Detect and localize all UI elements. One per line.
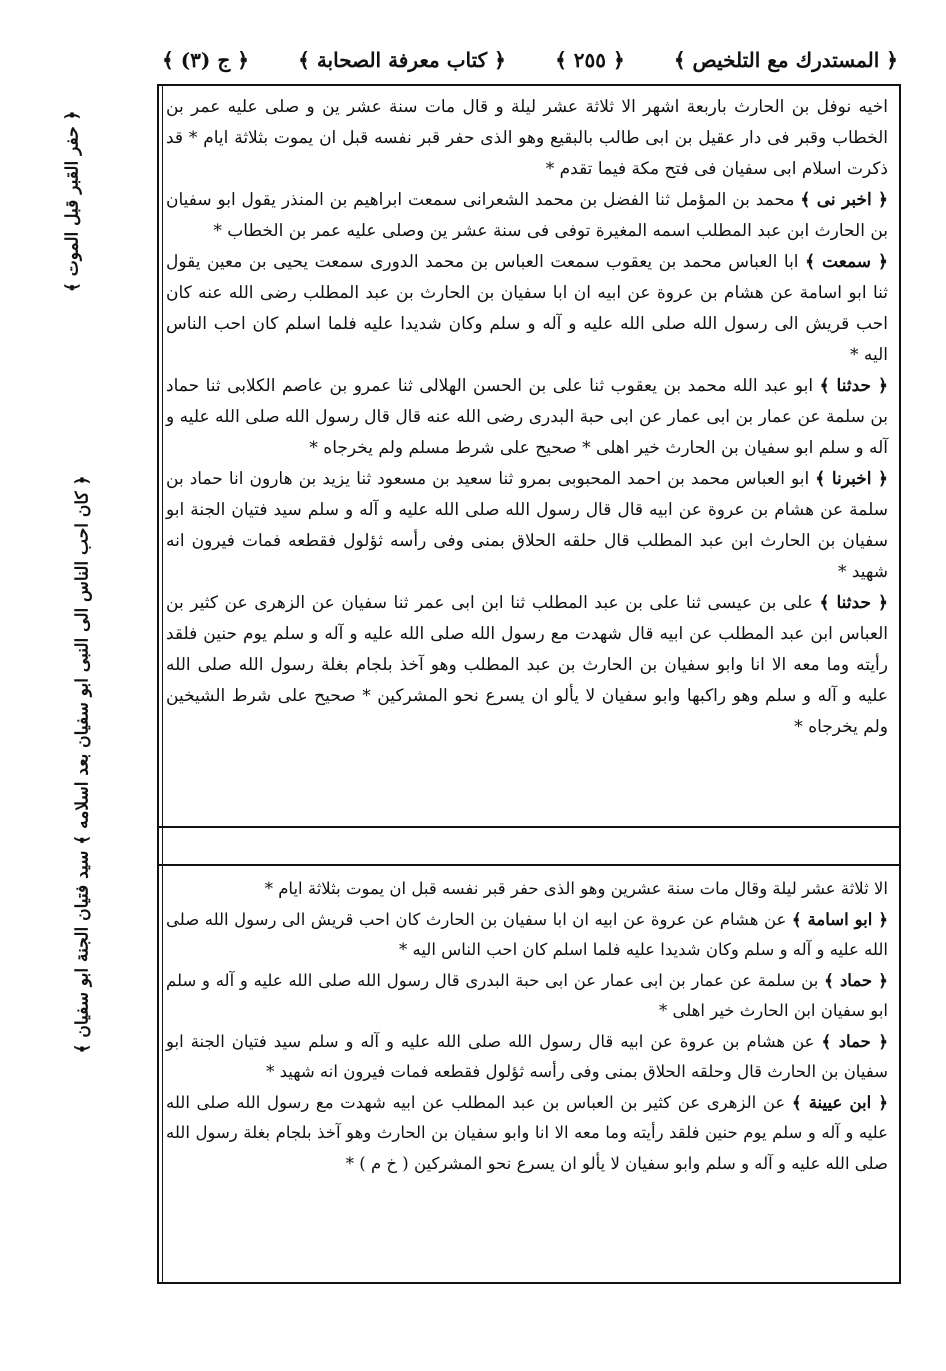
paragraph-lead: ﴿ حماد ﴾	[824, 970, 888, 990]
paragraph-lead: ﴿ حدثنا ﴾	[819, 593, 889, 613]
main-paragraph	[166, 371, 888, 464]
main-text	[166, 92, 888, 822]
paragraph-lead: ﴿ حماد ﴾	[821, 1031, 888, 1051]
paragraph-body: ابو عبد الله محمد بن يعقوب ثنا على بن الحسن الهلالى ثنا عمرو بن عاصم الكلابى ثنا حماد بن سلمة عن عمار بن ابى عمار عن ابى حبة البدرى رضى الله عنه قال قال رسول الله صلى الله عليه و آله و سلم ابو سفيان بن الحارث خير اهلى * صحيح على شرط مسلم ولم يخرجاه *	[166, 376, 888, 458]
main-paragraph	[166, 588, 888, 743]
paragraph-body: عن هشام عن عروة عن ابيه ان ابا سفيان بن الحارث كان احب قريش الى رسول الله صلى الله عليه و آله و سلم وكان شديدا عليه فلما اسلم كان احب الناس اليه *	[166, 909, 888, 959]
paragraph-lead: ﴿ اخبرنا ﴾	[815, 469, 888, 489]
header-title: ﴿ المستدرك مع التلخيص ﴾	[673, 48, 898, 72]
paragraph-lead: ﴿ ابو اسامة ﴾	[791, 909, 889, 929]
header-book: ﴿ كتاب معرفة الصحابة ﴾	[298, 48, 506, 72]
paragraph-body: الا ثلاثة عشر ليلة وقال مات سنة عشرين وهو الذى حفر قبر نفسه قبل ان يموت بثلاثة ايام *	[264, 879, 888, 898]
notes-paragraph	[166, 905, 888, 966]
section-divider	[157, 826, 901, 828]
paragraph-body: عن الزهرى عن كثير بن العباس بن عبد المطلب عن ابيه شهدت مع رسول الله صلى الله عليه و آله و سلم يوم حنين فلقد رأيته وما معه الا انا وابو سفيان بن الحارث وهو آخذ بلجام بغلة رسول الله صلى الله عليه و آله و سلم وابو سفيان لا يألو ان يسرع نحو المشركين ( خ م ) *	[166, 1092, 888, 1173]
main-paragraph	[166, 92, 888, 185]
notes-paragraph	[166, 1027, 888, 1088]
margin-gloss-bottom: ﴿ كان احب الناس الى النبى ابو سفيان بعد اسلامه ﴾ سيد فتيان الجنة ابو سفيان ﴾	[72, 475, 93, 1054]
notes-paragraph	[166, 1088, 888, 1180]
paragraph-body: ابو العباس محمد بن احمد المحبوبى بمرو ثنا سعيد بن مسعود ثنا يزيد بن هارون انا حماد بن سلمة عن هشام بن عروة عن ابيه قال قال رسول الله صلى الله عليه و آله و سلم سيد فتيان الجنة ابو سفيان بن الحارث ابن عبد المطلب قال حلقه الحلاق بمنى وفى رأسه ثؤلول فقطعه فمات فيرون انه شهيد *	[166, 469, 888, 582]
notes-paragraph	[166, 874, 888, 905]
main-paragraph	[166, 185, 888, 247]
header-page-number: ﴿ ٢٥٥ ﴾	[555, 48, 625, 72]
paragraph-body: على بن عيسى ثنا على بن عبد المطلب ثنا ابن ابى عمر ثنا سفيان عن الزهرى عن كثير بن العباس ابن عبد المطلب عن ابيه قال شهدت مع رسول الله صلى الله عليه و آله و سلم يوم حنين فلقد رأيته وما معه الا انا وابو سفيان بن الحارث بن عبد المطلب وهو آخذ بلجام بغلة رسول الله صلى الله عليه و آله و سلم وهو راكبها وابو سفيان لا يألو ان يسرع نحو المشركين * صحيح على شرط الشيخين ولم يخرجاه *	[166, 593, 888, 737]
paragraph-body: محمد بن المؤمل ثنا الفضل بن محمد الشعرانى سمعت ابراهيم بن المنذر يقول ابو سفيان بن الحارث ابن عبد المطلب اسمه المغيرة توفى فى سنة عشر ين وصلى عليه عمر بن الخطاب *	[166, 190, 888, 241]
paragraph-lead: ﴿ اخبر نى ﴾	[800, 190, 888, 210]
paragraph-body: عن هشام بن عروة عن ابيه قال رسول الله صلى الله عليه و آله و سلم سيد فتيان الجنة ابو سفيان بن الحارث قال وحلقه الحلاق بمنى وفى رأسه ثؤلول فقطعه فمات فيرون انه شهيد *	[166, 1031, 888, 1081]
paragraph-lead: ﴿ ابن عيينة ﴾	[791, 1092, 889, 1112]
talkhis-text	[166, 874, 888, 1274]
main-paragraph	[166, 247, 888, 371]
header-volume: ﴿ ج (٣) ﴾	[162, 48, 249, 72]
section-divider	[157, 864, 901, 866]
main-paragraph	[166, 464, 888, 588]
paragraph-lead: ﴿ حدثنا ﴾	[819, 376, 889, 396]
page-header	[162, 38, 898, 82]
notes-paragraph	[166, 966, 888, 1027]
paragraph-body: بن سلمة عن عمار بن ابى عمار عن ابى حبة البدرى قال رسول الله صلى الله عليه و آله و سلم ابو سفيان ابن الحارث خير اهلى *	[166, 970, 888, 1020]
paragraph-body: اخيه نوفل بن الحارث باربعة اشهر الا ثلاثة عشر ليلة و قال مات سنة عشر ين و صلى عليه عمر بن الخطاب وقبر فى دار عقيل بن ابى طالب بالبقيع وهو الذى حفر قبر نفسه قبل ان يموت بثلاثة ايام * قد ذكرت اسلام ابى سفيان فى فتح مكة فيما تقدم *	[166, 97, 888, 179]
margin-gloss-top: ﴿ حفر القبر قبل الموت ﴾	[62, 110, 83, 293]
paragraph-body: ابا العباس محمد بن يعقوب سمعت العباس بن محمد الدورى سمعت يحيى بن معين يقول ثنا ابو اسامة عن هشام بن عروة عن ابيه ان ابا سفيان بن الحارث بن عبد المطلب رضى الله عنه كان احب قريش الى رسول الله صلى الله عليه و آله و سلم وكان شديدا عليه فلما اسلم كان احب الناس اليه *	[166, 252, 888, 365]
paragraph-lead: ﴿ سمعت ﴾	[805, 252, 889, 272]
frame-inner-line	[162, 84, 163, 1284]
